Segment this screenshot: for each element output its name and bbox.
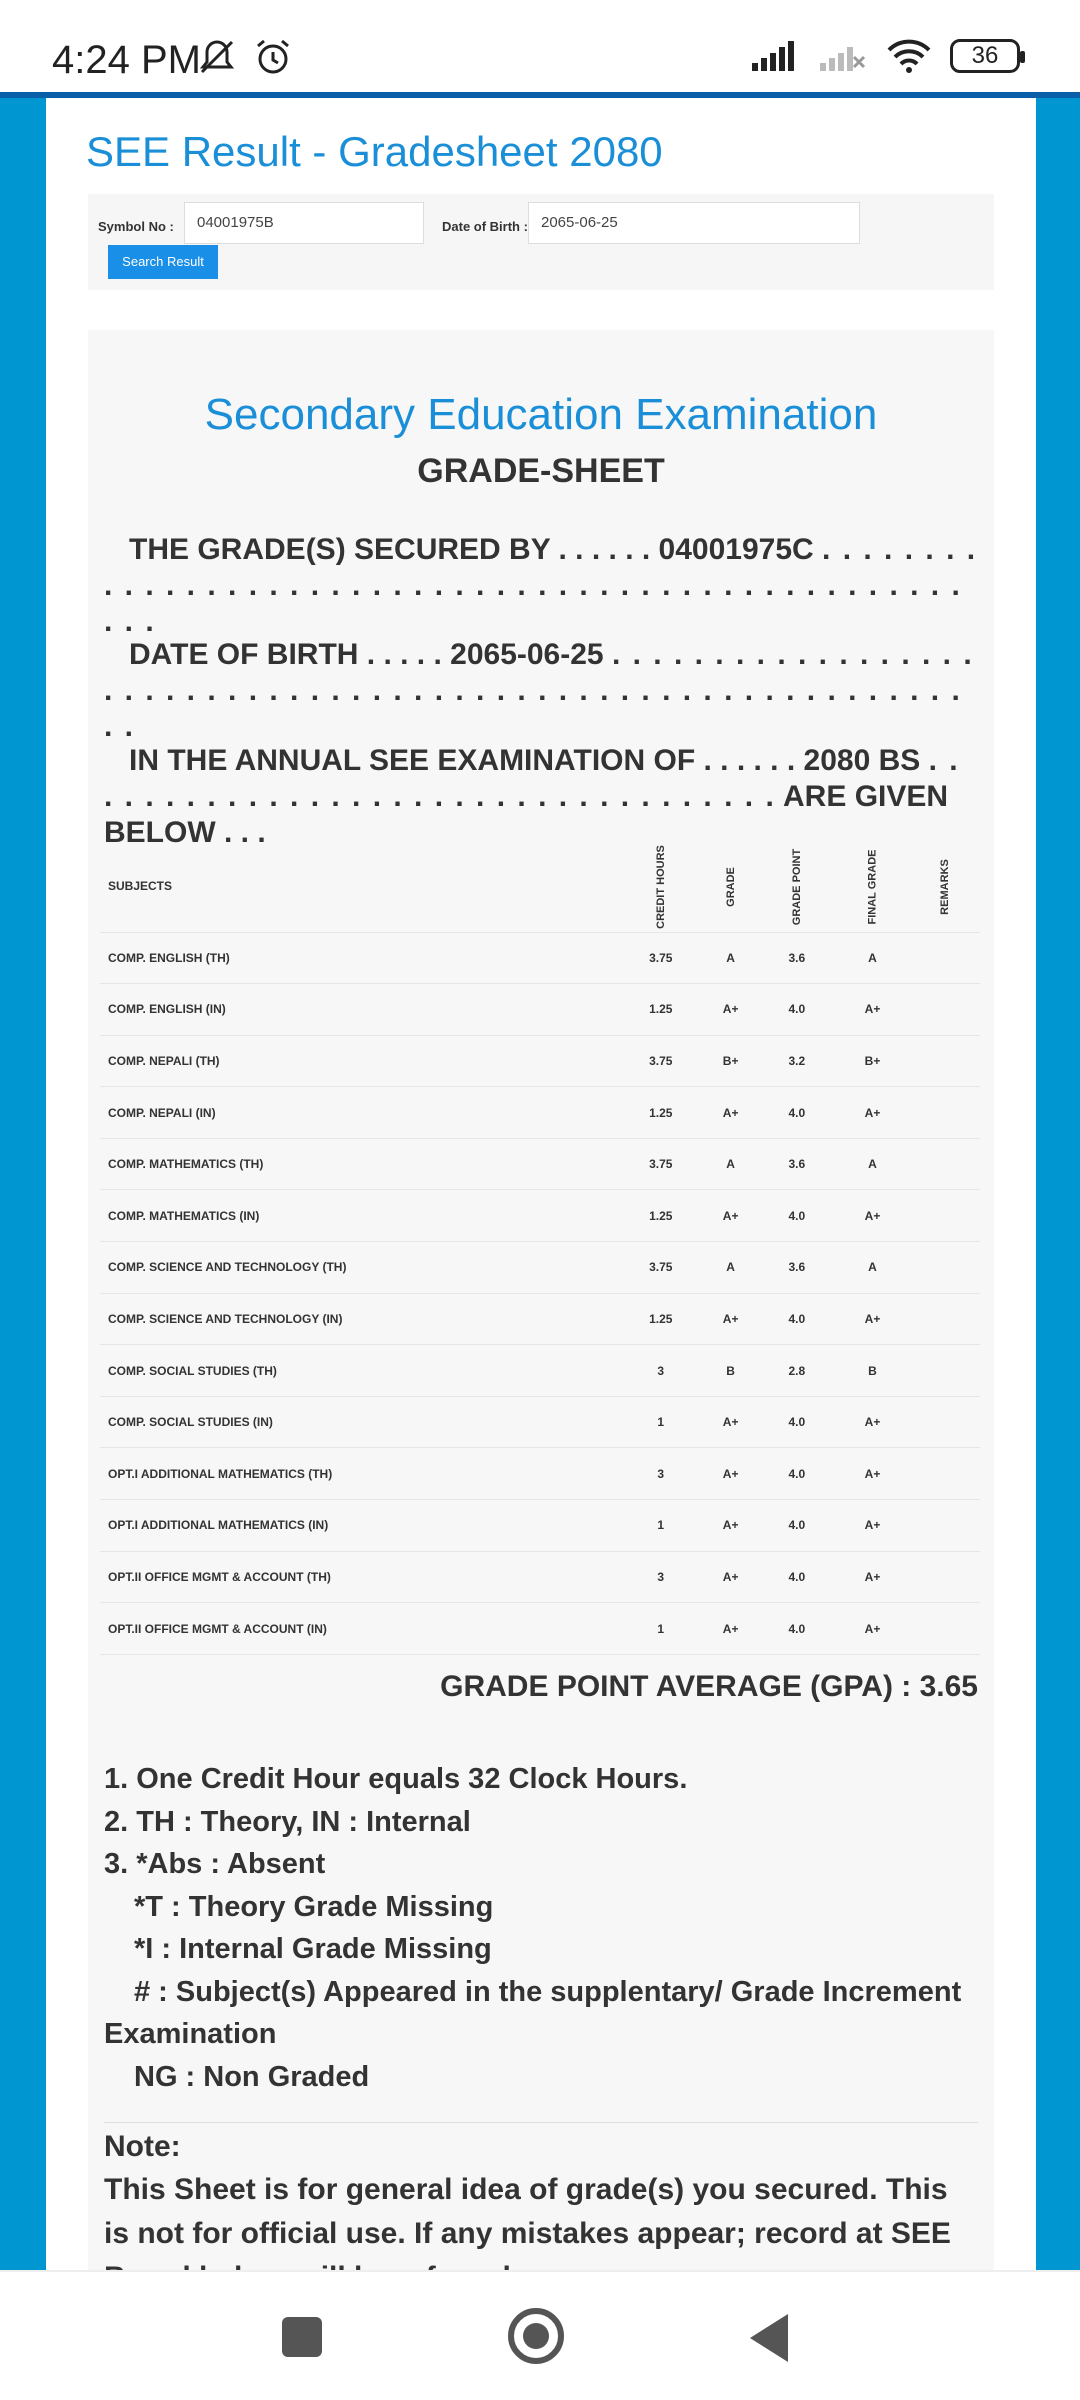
secured-by-line: THE GRADE(S) SECURED BY . . . . . . 04001975C . . . . . . . . . . . . . . . . . . . . . . . . . . . . . . . . . . . . . . . . . . . . . . . . . . . . . [104,533,978,638]
table-row [100,1087,980,1139]
grade-cell: A+ [703,1551,759,1603]
home-icon[interactable] [508,2308,564,2364]
subject-cell: COMP. ENGLISH (IN) [100,984,619,1036]
symbol-label: Symbol No : [98,219,174,234]
subject-cell: OPT.II OFFICE MGMT & ACCOUNT (IN) [100,1603,619,1655]
dob-line: DATE OF BIRTH . . . . . 2065-06-25 . . . . . . . . . . . . . . . . . . . . . . . . . . . . . . . . . . . . . . . . . . . . . . . . . . . . . . . . . . . . . . [104,638,974,743]
grade-point-cell: 4.0 [759,1551,835,1603]
subject-cell: COMP. SCIENCE AND TECHNOLOGY (TH) [100,1242,619,1294]
credit-hours-cell: 1 [619,1396,703,1448]
remarks-cell [910,1087,980,1139]
table-row [100,1603,980,1655]
notes-list [104,1758,978,2098]
table-row [100,1500,980,1552]
final-grade-cell: A+ [835,1190,910,1242]
final-grade-cell: B [835,1345,910,1397]
remarks-cell [910,1396,980,1448]
grade-cell: A [703,1242,759,1294]
final-grade-cell: A [835,932,910,984]
subject-cell: COMP. MATHEMATICS (TH) [100,1138,619,1190]
grade-point-cell: 4.0 [759,1448,835,1500]
navigation-bar [0,2270,1080,2400]
note-item: *I : Internal Grade Missing [134,1933,492,1965]
note-item: 1. One Credit Hour equals 32 Clock Hours. [104,1763,688,1795]
credit-hours-cell: 3 [619,1345,703,1397]
grades-table [100,840,980,1655]
subject-cell: COMP. SOCIAL STUDIES (TH) [100,1345,619,1397]
grade-point-cell: 4.0 [759,1087,835,1139]
symbol-input[interactable]: 04001975B [184,202,424,244]
subject-cell: OPT.I ADDITIONAL MATHEMATICS (TH) [100,1448,619,1500]
credit-hours-cell: 3.75 [619,1138,703,1190]
status-bar [0,0,1080,95]
subject-cell: OPT.II OFFICE MGMT & ACCOUNT (TH) [100,1551,619,1603]
mute-icon [196,36,238,78]
grade-point-cell: 3.6 [759,932,835,984]
note-item: 2. TH : Theory, IN : Internal [104,1805,471,1838]
credit-hours-cell: 3.75 [619,932,703,984]
grade-point-cell: 4.0 [759,984,835,1036]
grade-point-cell: 3.2 [759,1035,835,1087]
credit-hours-cell: 1.25 [619,984,703,1036]
grade-cell: A+ [703,1500,759,1552]
table-row [100,1293,980,1345]
note-item: NG : Non Graded [134,2060,370,2093]
table-row [100,1035,980,1087]
table-row [100,1448,980,1500]
final-grade-cell: A [835,1138,910,1190]
grade-point-cell: 3.6 [759,1242,835,1294]
search-form [88,194,994,290]
header-final-grade: FINAL GRADE [835,840,910,932]
table-row [100,1551,980,1603]
subject-cell: COMP. NEPALI (TH) [100,1035,619,1087]
divider [104,2122,978,2123]
final-grade-cell: A+ [835,1448,910,1500]
credit-hours-cell: 1.25 [619,1087,703,1139]
page-content[interactable] [46,98,1036,2270]
final-grade-cell: A+ [835,1603,910,1655]
grade-point-cell: 4.0 [759,1190,835,1242]
final-grade-cell: A+ [835,1293,910,1345]
grade-point-cell: 3.6 [759,1138,835,1190]
credit-hours-cell: 1 [619,1603,703,1655]
final-grade-cell: A+ [835,984,910,1036]
credit-hours-cell: 3.75 [619,1035,703,1087]
subject-cell: COMP. ENGLISH (TH) [100,932,619,984]
gpa-summary: GRADE POINT AVERAGE (GPA) : 3.65 [440,1670,978,1703]
credit-hours-cell: 1 [619,1500,703,1552]
grade-cell: A+ [703,1448,759,1500]
grade-cell: B+ [703,1035,759,1087]
table-row [100,1190,980,1242]
recent-apps-icon[interactable] [282,2317,322,2357]
remarks-cell [910,1242,980,1294]
subject-cell: COMP. SCIENCE AND TECHNOLOGY (IN) [100,1293,619,1345]
note-item: 3. *Abs : Absent [104,1848,326,1880]
grade-cell: B [703,1345,759,1397]
final-grade-cell: B+ [835,1035,910,1087]
credit-hours-cell: 1.25 [619,1293,703,1345]
note-body: This Sheet is for general idea of grade(s) you secured. This is not for official use. If any mistakes appear; record at SEE [104,2173,951,2250]
credit-hours-cell: 3 [619,1551,703,1603]
subject-cell: COMP. MATHEMATICS (IN) [100,1190,619,1242]
final-grade-cell: A+ [835,1396,910,1448]
grade-cell: A+ [703,1603,759,1655]
grade-cell: A [703,932,759,984]
remarks-cell [910,1500,980,1552]
page-title: SEE Result - Gradesheet 2080 [86,128,663,175]
grade-cell: A+ [703,1293,759,1345]
header-remarks: REMARKS [910,840,980,932]
back-icon[interactable] [750,2314,788,2362]
grade-point-cell: 4.0 [759,1500,835,1552]
remarks-cell [910,1551,980,1603]
remarks-cell [910,1345,980,1397]
grade-cell: A+ [703,1190,759,1242]
grade-point-cell: 4.0 [759,1293,835,1345]
credit-hours-cell: 3 [619,1448,703,1500]
table-row [100,932,980,984]
note-heading: Note: [104,2130,181,2163]
remarks-cell [910,1190,980,1242]
dob-label: Date of Birth : [442,219,528,234]
dob-input[interactable]: 2065-06-25 [528,202,860,244]
table-row [100,1345,980,1397]
grade-point-cell: 4.0 [759,1603,835,1655]
battery-level: 36 [971,42,999,69]
table-row [100,1396,980,1448]
exam-year: 2080 BS [803,744,921,777]
dob-value: 2065-06-25 [450,638,604,671]
subject-cell: COMP. NEPALI (IN) [100,1087,619,1139]
grade-point-cell: 4.0 [759,1396,835,1448]
subject-cell: COMP. SOCIAL STUDIES (IN) [100,1396,619,1448]
remarks-cell [910,1035,980,1087]
signal-no-service-icon [818,39,868,73]
table-header-row [100,840,980,932]
battery-icon [950,39,1020,73]
search-result-button[interactable]: Search Result [108,245,218,279]
final-grade-cell: A+ [835,1087,910,1139]
credit-hours-cell: 1.25 [619,1190,703,1242]
remarks-cell [910,984,980,1036]
final-grade-cell: A+ [835,1500,910,1552]
final-grade-cell: A [835,1242,910,1294]
alarm-icon [252,36,294,78]
remarks-cell [910,1293,980,1345]
remarks-cell [910,1138,980,1190]
table-row [100,1242,980,1294]
remarks-cell [910,1448,980,1500]
note-item: *T : Theory Grade Missing [134,1890,494,1923]
exam-line: IN THE ANNUAL SEE EXAMINATION OF . . . . . . 2080 BS . . . . . . . . . . . . . . . . . . . . . . . . . . . . . . . . . . . ARE GIVEN BELOW . . . [104,744,960,849]
secured-symbol: 04001975C [658,533,814,566]
header-grade-point: GRADE POINT [759,840,835,932]
grade-cell: A+ [703,984,759,1036]
subject-cell: OPT.I ADDITIONAL MATHEMATICS (IN) [100,1500,619,1552]
final-grade-cell: A+ [835,1551,910,1603]
table-row [100,1138,980,1190]
remarks-cell [910,932,980,984]
grade-sheet [88,330,994,2290]
gradesheet-title: GRADE-SHEET [417,452,665,490]
grade-point-cell: 2.8 [759,1345,835,1397]
grade-cell: A+ [703,1396,759,1448]
header-grade: GRADE [703,840,759,932]
wifi-icon [886,38,932,74]
grade-cell: A [703,1138,759,1190]
table-row [100,984,980,1036]
credit-hours-cell: 3.75 [619,1242,703,1294]
signal-icon [750,39,800,73]
header-subjects: SUBJECTS [100,840,619,932]
header-credit-hours: CREDIT HOURS [619,840,703,932]
status-time: 4:24 PM [52,38,201,82]
note-item: # : Subject(s) Appeared in the supplentary/ Grade Increment Examination [104,1975,962,2050]
exam-title: Secondary Education Examination [204,390,878,439]
remarks-cell [910,1603,980,1655]
grade-cell: A+ [703,1087,759,1139]
